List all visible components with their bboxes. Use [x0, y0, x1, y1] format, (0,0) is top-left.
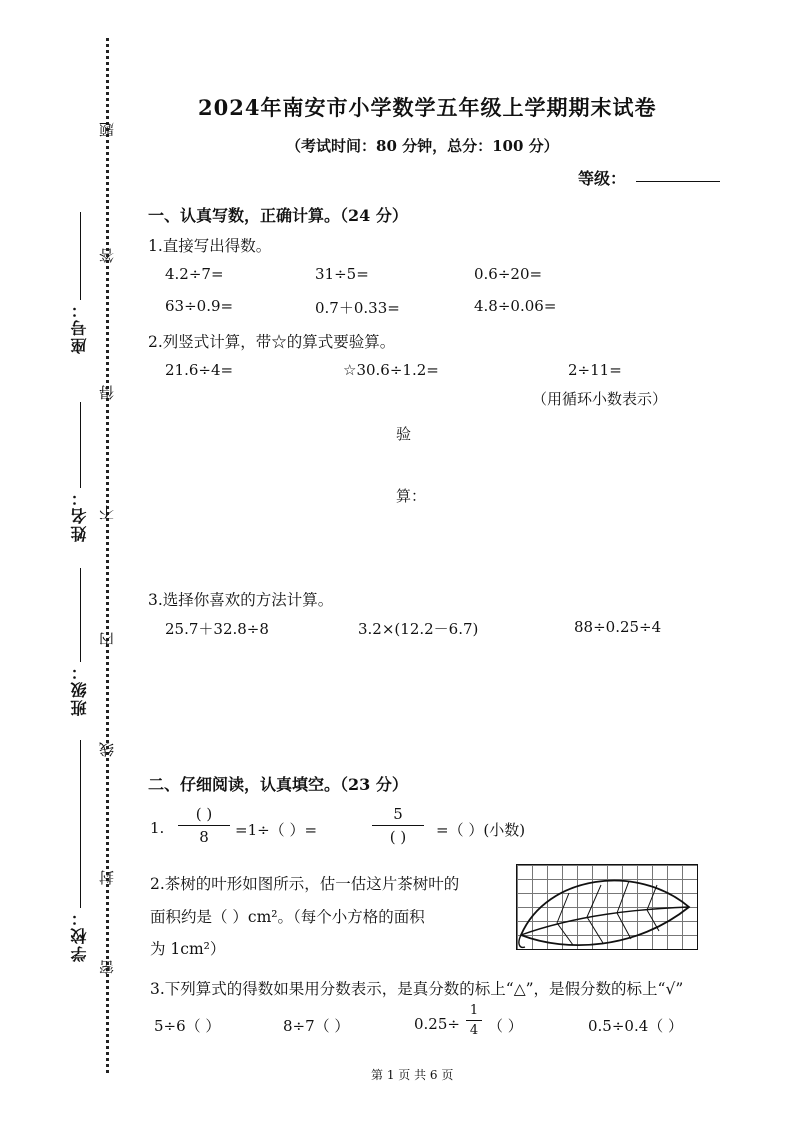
section-1-heading: 一、认真写数，正确计算。（24 分） — [148, 206, 408, 225]
q2-label: 2.列竖式计算，带☆的算式要验算。 — [148, 333, 396, 351]
fraction-1-denominator: 8 — [199, 828, 209, 846]
school-label: 学校： — [70, 908, 89, 962]
q3-item: 3.2×(12.2－6.7) — [358, 620, 479, 638]
grade-field[interactable] — [636, 181, 720, 182]
seal-char: 线 — [98, 742, 116, 757]
q3-item: 88÷0.25÷4 — [574, 618, 662, 636]
class-label: 班级： — [70, 662, 89, 716]
fraction-denominator: 4 — [469, 1023, 479, 1038]
section-2-heading: 二、仔细阅读，认真填空。（23 分） — [148, 775, 408, 794]
name-label: 姓名： — [70, 488, 89, 542]
fraction-2-denominator[interactable]: ( ) — [389, 828, 407, 846]
seat-number-label: 座号： — [70, 300, 89, 354]
seal-char: 密 — [98, 960, 116, 975]
fraction-bar — [372, 825, 424, 826]
q3-item: 25.7＋32.8÷8 — [165, 620, 269, 638]
q1-item: 4.8÷0.06= — [474, 297, 557, 315]
s2-q2-line: 为 1cm²） — [150, 940, 226, 958]
verify-label: 算： — [396, 487, 427, 505]
fraction-1 — [178, 805, 230, 846]
fraction-bar — [466, 1020, 482, 1021]
s2-q3-label: 3.下列算式的得数如果用分数表示，是真分数的标上“△”，是假分数的标上“√” — [150, 980, 684, 998]
fraction-2-numerator: 5 — [393, 805, 403, 823]
page-number: 第 1 页 共 6 页 — [371, 1068, 454, 1082]
fraction-1-numerator[interactable]: ( ) — [195, 805, 213, 823]
s2-q3-item: （ ） — [488, 1017, 523, 1035]
seal-char: 封 — [98, 870, 116, 885]
name-field[interactable] — [80, 402, 81, 488]
s2-q2-line: 2.茶树的叶形如图所示，估一估这片茶树叶的 — [150, 875, 460, 893]
tea-leaf-icon — [517, 865, 697, 949]
class-field[interactable] — [80, 568, 81, 662]
exam-info: （考试时间：80 分钟，总分：100 分） — [286, 137, 559, 155]
q1-item: 0.6÷20= — [474, 265, 543, 283]
q1-item: 4.2÷7= — [165, 265, 224, 283]
q1-label: 1.直接写出得数。 — [148, 237, 272, 255]
s2-q1-tail: =（ ）(小数) — [436, 821, 526, 839]
s2-q3-item: 8÷7（ ） — [283, 1017, 350, 1035]
seal-char: 不 — [98, 505, 116, 520]
seal-char: 答 — [98, 248, 116, 263]
q1-item: 31÷5= — [315, 265, 369, 283]
seal-char: 内 — [98, 632, 116, 647]
q2-item: 21.6÷4= — [165, 361, 234, 379]
seat-number-field[interactable] — [80, 212, 81, 300]
fraction-numerator: 1 — [469, 1003, 479, 1018]
q2-item: ☆30.6÷1.2= — [343, 361, 439, 379]
fraction-bar — [178, 825, 230, 826]
grade-label: 等级： — [578, 169, 627, 188]
school-field[interactable] — [80, 740, 81, 908]
q1-item: 63÷0.9= — [165, 297, 234, 315]
q2-item: 2÷11= — [568, 361, 622, 379]
verify-label: 验 — [396, 425, 412, 443]
s2-q3-item: 0.25÷ — [414, 1015, 460, 1033]
seal-char: 得 — [98, 385, 116, 400]
s2-q1-middle: =1÷（ ）= — [235, 821, 318, 839]
s2-q1-number: 1. — [150, 819, 165, 837]
page-title: 2024年南安市小学数学五年级上学期期末试卷 — [198, 95, 657, 120]
seal-char: 题 — [98, 122, 116, 137]
leaf-grid-figure — [516, 864, 698, 950]
q1-item: 0.7＋0.33= — [315, 299, 400, 317]
s2-q3-item: 5÷6（ ） — [154, 1017, 221, 1035]
q2-note: （用循环小数表示） — [532, 390, 668, 408]
fraction-one-quarter — [466, 1003, 482, 1038]
binding-dotted-line — [106, 38, 109, 1073]
s2-q2-line: 面积约是（ ）cm²。（每个小方格的面积 — [150, 908, 425, 926]
s2-q3-item: 0.5÷0.4（ ） — [588, 1017, 684, 1035]
q3-label: 3.选择你喜欢的方法计算。 — [148, 591, 334, 609]
fraction-2 — [372, 805, 424, 846]
